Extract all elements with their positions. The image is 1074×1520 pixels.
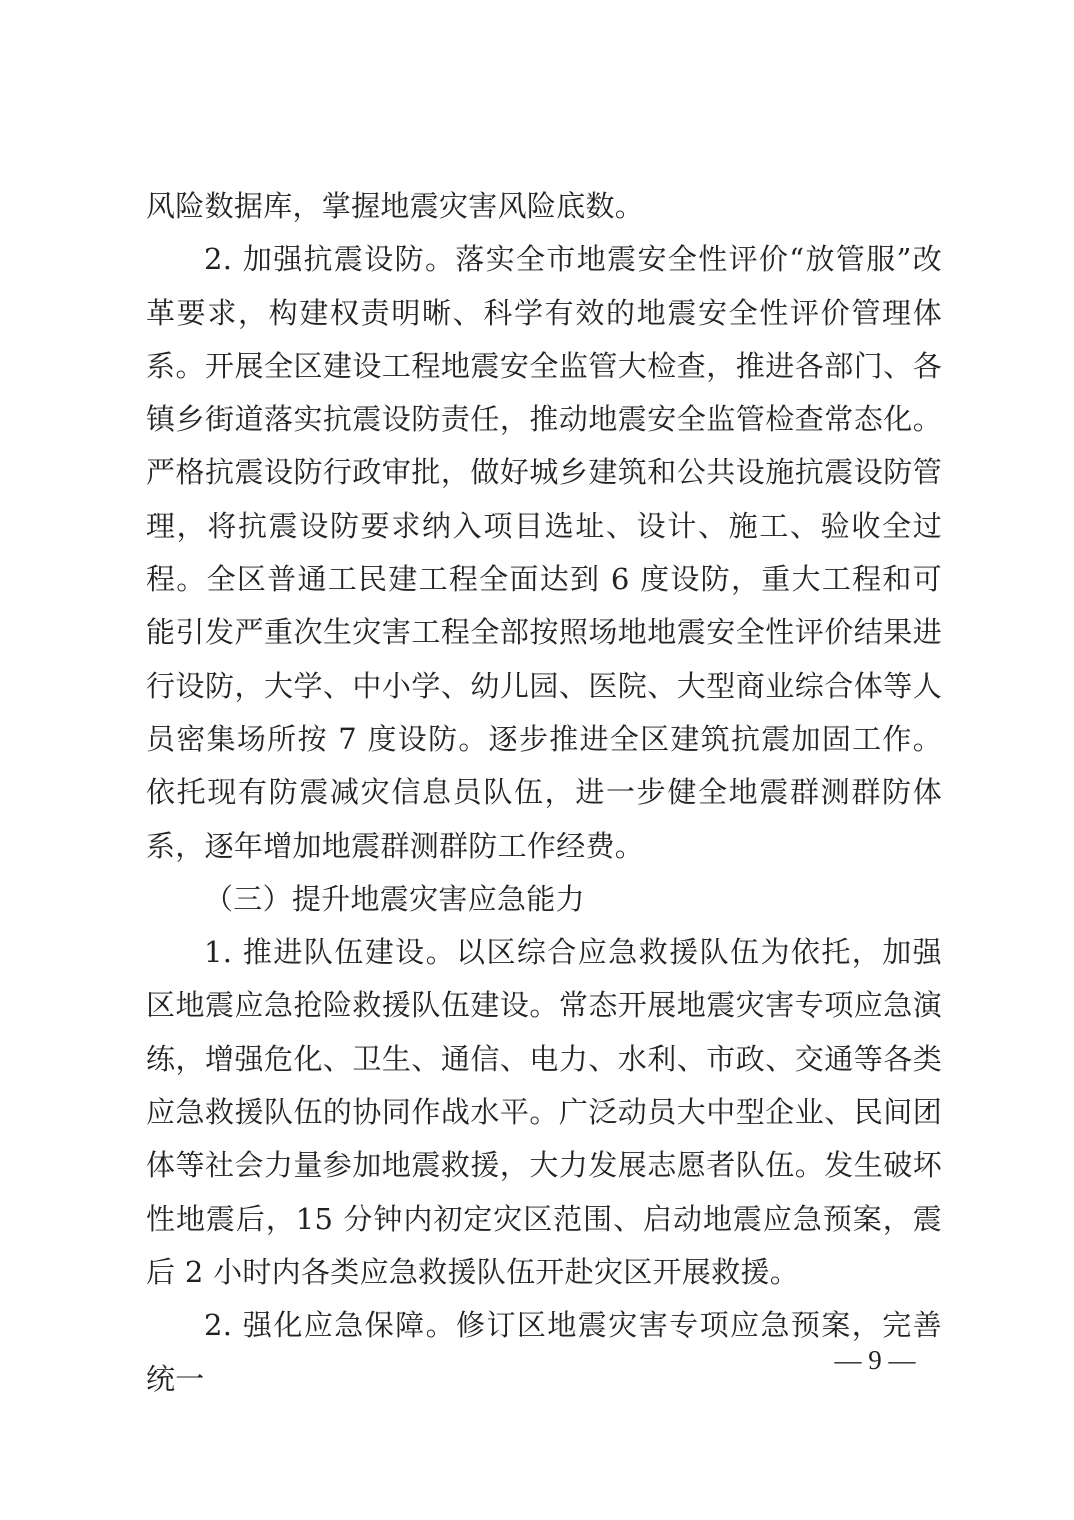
document-body: [146, 180, 942, 1406]
page-number: — 9 —: [834, 1345, 916, 1375]
paragraph-emergency-support: 2. 强化应急保障。修订区地震灾害专项应急预案，完善统一: [146, 1308, 942, 1396]
paragraph-seismic-fortification: 2. 加强抗震设防。落实全市地震安全性评价“放管服”改革要求，构建权责明晰、科学有效的地震安全性评价管理体系。开展全区建设工程地震安全监管大检查，推进各部门、各镇乡街道落实抗震设防责任，推动地震安全监管检查常态化。严格抗震设防行政审批，做好城乡建筑和公共设施抗震设防管理，将抗震设防要求纳入项目选址、设计、施工、验收全过程。全区普通工民建工程全面达到 6 度设防，重大工程和可能引发严重次生灾害工程全部按照场地地震安全性评价结果进行设防，大学、中小学、幼儿园、医院、大型商业综合体等人员密集场所按 7 度设防。逐步推进全区建筑抗震加固工作。依托现有防震减灾信息员队伍，进一步健全地震群测群防体系，逐年增加地震群测群防工作经费。: [146, 242, 942, 863]
section-heading: （三）提升地震灾害应急能力: [204, 881, 585, 916]
paragraph-continuation: 风险数据库，掌握地震灾害风险底数。: [146, 189, 645, 223]
paragraph-team-building: 1. 推进队伍建设。以区综合应急救援队伍为依托，加强区地震应急抢险救援队伍建设。常态开展地震灾害专项应急演练，增强危化、卫生、通信、电力、水利、市政、交通等各类应急救援队伍的协同作战水平。广泛动员大中型企业、民间团体等社会力量参加地震救援，大力发展志愿者队伍。发生破坏性地震后，15 分钟内初定灾区范围、启动地震应急预案，震后 2 小时内各类应急救援队伍开赴灾区开展救援。: [146, 935, 942, 1289]
